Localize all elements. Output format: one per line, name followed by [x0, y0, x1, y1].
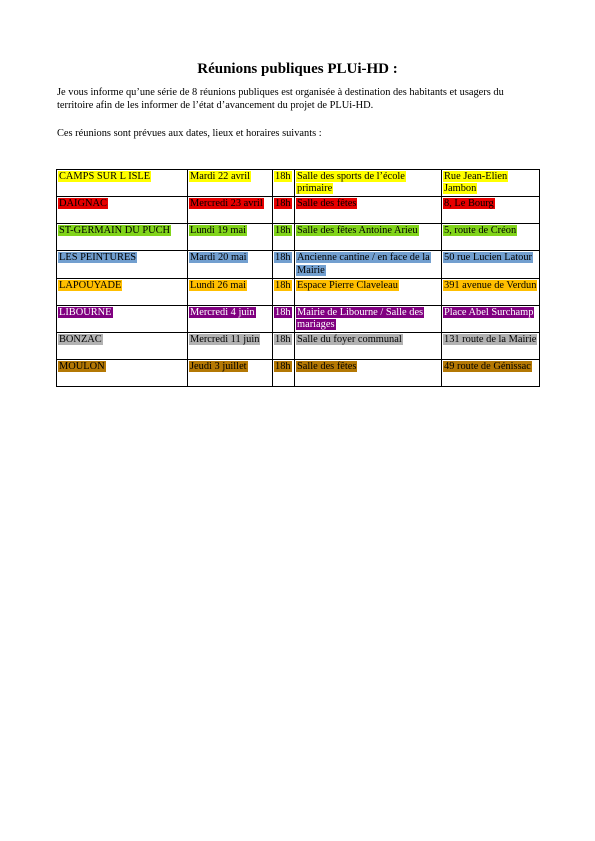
venue-cell-text: Espace Pierre Claveleau — [297, 279, 398, 291]
commune-cell-text: LES PEINTURES — [59, 252, 137, 264]
venue-cell — [295, 197, 442, 224]
address-cell-text: 5, route de Créon — [444, 225, 517, 237]
commune-cell — [57, 360, 188, 387]
address-cell-text: 8, Le Bourg — [444, 198, 494, 210]
address-cell — [442, 197, 540, 224]
table-row — [57, 197, 540, 224]
date-cell-text: Mercredi 23 avril — [190, 198, 263, 210]
commune-cell — [57, 333, 188, 360]
time-cell-text: 18h — [275, 171, 291, 182]
address-cell-text: Rue Jean-Elien Jambon — [444, 171, 508, 195]
venue-cell-text: Ancienne cantine / en face de la Mairie — [297, 252, 430, 276]
venue-cell-text: Salle des fêtes Antoine Arieu — [297, 225, 418, 237]
time-cell-text: 18h — [275, 279, 291, 291]
date-cell — [188, 360, 273, 387]
meetings-table — [56, 169, 540, 387]
address-cell-text: 131 route de la Mairie — [444, 334, 537, 346]
commune-cell — [57, 224, 188, 251]
table-row — [57, 360, 540, 387]
commune-cell-text: BONZAC — [59, 334, 102, 346]
time-cell — [273, 251, 295, 278]
date-cell-text: Jeudi 3 juillet — [190, 361, 247, 373]
date-cell-text: Mercredi 4 juin — [190, 306, 255, 318]
time-cell-text: 18h — [275, 225, 291, 237]
date-cell — [188, 278, 273, 305]
time-cell — [273, 305, 295, 332]
time-cell-text: 18h — [275, 252, 291, 264]
time-cell — [273, 170, 295, 197]
date-cell-text: Lundi 19 mai — [190, 225, 246, 237]
commune-cell — [57, 305, 188, 332]
commune-cell-text: ST-GERMAIN DU PUCH — [59, 225, 171, 237]
time-cell — [273, 360, 295, 387]
venue-cell — [295, 360, 442, 387]
table-row — [57, 224, 540, 251]
time-cell-text: 18h — [275, 334, 291, 346]
address-cell — [442, 305, 540, 332]
time-cell-text: 18h — [275, 361, 291, 373]
commune-cell-text: MOULON — [59, 361, 105, 373]
address-cell — [442, 224, 540, 251]
commune-cell — [57, 170, 188, 197]
date-cell-text: Mercredi 11 juin — [190, 334, 260, 346]
venue-cell-text: Salle des fêtes — [297, 361, 357, 373]
date-cell — [188, 197, 273, 224]
venue-cell — [295, 224, 442, 251]
address-cell — [442, 170, 540, 197]
venue-cell-text: Salle des sports de l’école primaire — [297, 171, 405, 195]
venue-cell-text: Mairie de Libourne / Salle des mariages — [297, 306, 424, 331]
address-cell — [442, 278, 540, 305]
time-cell — [273, 278, 295, 305]
address-cell-text: 49 route de Génissac — [444, 361, 531, 373]
venue-cell — [295, 251, 442, 278]
table-row — [57, 333, 540, 360]
date-cell — [188, 333, 273, 360]
time-cell — [273, 224, 295, 251]
date-cell-text: Mardi 22 avril — [190, 171, 251, 182]
address-cell — [442, 360, 540, 387]
address-cell — [442, 333, 540, 360]
date-cell-text: Mardi 20 mai — [190, 252, 247, 264]
commune-cell-text: LIBOURNE — [59, 306, 112, 318]
commune-cell-text: LAPOUYADE — [59, 279, 122, 291]
meetings-table-body — [57, 170, 540, 387]
commune-cell-text: DAIGNAC — [59, 198, 107, 210]
table-row — [57, 251, 540, 278]
venue-cell-text: Salle des fêtes — [297, 198, 357, 210]
venue-cell — [295, 170, 442, 197]
venue-cell — [295, 305, 442, 332]
address-cell-text: 50 rue Lucien Latour — [444, 252, 532, 264]
schedule-intro-paragraph: Ces réunions sont prévues aux dates, lieux et horaires suivants : — [57, 128, 322, 139]
date-cell-text: Lundi 26 mai — [190, 279, 246, 291]
commune-cell-text: CAMPS SUR L ISLE — [59, 171, 151, 182]
page-title: Réunions publiques PLUi-HD : — [197, 61, 398, 77]
date-cell — [188, 170, 273, 197]
date-cell — [188, 305, 273, 332]
time-cell — [273, 197, 295, 224]
venue-cell — [295, 333, 442, 360]
table-row — [57, 305, 540, 332]
date-cell — [188, 251, 273, 278]
venue-cell-text: Salle du foyer communal — [297, 334, 402, 346]
time-cell-text: 18h — [275, 306, 291, 318]
table-row — [57, 278, 540, 305]
address-cell — [442, 251, 540, 278]
date-cell — [188, 224, 273, 251]
address-cell-text: 391 avenue de Verdun — [444, 279, 537, 291]
address-cell-text: Place Abel Surchamp — [444, 306, 534, 318]
time-cell — [273, 333, 295, 360]
venue-cell — [295, 278, 442, 305]
commune-cell — [57, 278, 188, 305]
intro-paragraph: Je vous informe qu’une série de 8 réunions publiques est organisée à destination des habitants et usagers du territoire afin de les informer de l’état d’avancement du projet de PLUi-HD. — [57, 87, 504, 111]
time-cell-text: 18h — [275, 198, 291, 210]
commune-cell — [57, 251, 188, 278]
commune-cell — [57, 197, 188, 224]
table-row — [57, 170, 540, 197]
